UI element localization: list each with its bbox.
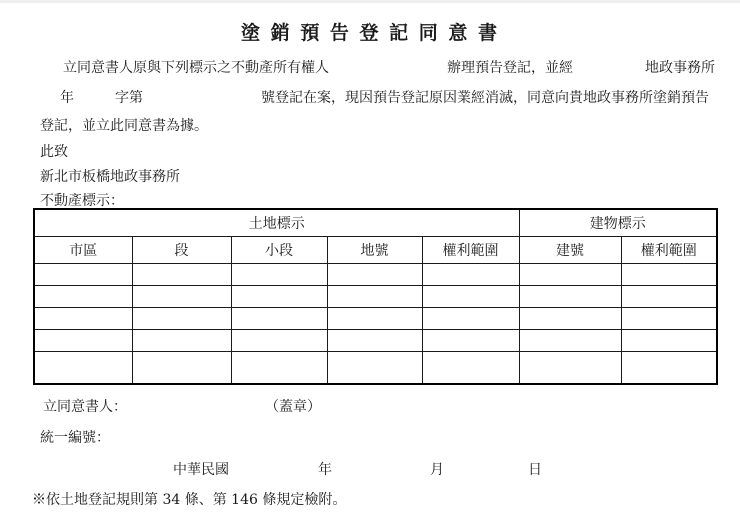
table-row — [34, 285, 717, 307]
table-cell — [34, 351, 132, 384]
table-cell — [327, 351, 422, 384]
table-row — [34, 264, 717, 286]
table-cell — [327, 307, 422, 329]
table-row — [34, 307, 717, 329]
group-header-building: 建物標示 — [519, 209, 717, 237]
table-cell — [519, 351, 621, 384]
page-top-edge — [0, 0, 740, 3]
body-line2-rest: 號登記在案，現因預告登記原因業經消滅，同意向貴地政事務所塗銷預告 — [261, 90, 709, 106]
body-line1-lead: 立同意書人原與下列標示之不動產所有權人 — [63, 60, 329, 76]
table-cell — [621, 329, 717, 351]
table-cell — [422, 307, 519, 329]
body-line1-mid: 辦理預告登記，並經 — [447, 60, 573, 76]
column-header-rights-scope: 權利範圍 — [422, 237, 519, 264]
column-header-subsection: 小段 — [231, 237, 327, 264]
table-cell — [621, 285, 717, 307]
property-heading: 不動產標示： — [40, 193, 124, 209]
table-cell — [327, 285, 422, 307]
date-era-label: 中華民國 — [173, 462, 229, 478]
table-cell — [422, 329, 519, 351]
table-cell — [422, 264, 519, 286]
table-cell — [621, 351, 717, 384]
table-cell — [327, 264, 422, 286]
table-cell — [621, 307, 717, 329]
table-cell — [132, 285, 231, 307]
uid-label: 統一編號： — [40, 430, 110, 446]
date-month-label: 月 — [430, 462, 444, 478]
table-cell — [34, 285, 132, 307]
table-cell — [519, 264, 621, 286]
date-day-label: 日 — [528, 462, 542, 478]
column-header-building-number: 建號 — [519, 237, 621, 264]
table-cell — [519, 285, 621, 307]
table-cell — [519, 329, 621, 351]
property-marks-table — [33, 208, 718, 385]
body-line2-year-label: 年 — [60, 90, 74, 106]
salutation: 此致 — [40, 144, 68, 160]
office-name: 新北市板橋地政事務所 — [40, 169, 180, 185]
table-cell — [327, 329, 422, 351]
table-cell — [231, 264, 327, 286]
table-cell — [621, 264, 717, 286]
body-line2-zidi-label: 字第 — [115, 90, 143, 106]
group-header-land: 土地標示 — [34, 209, 519, 237]
document-title: 塗 銷 預 告 登 記 同 意 書 — [241, 22, 499, 44]
body-line1-end: 地政事務所 — [645, 60, 715, 76]
column-header-land-number: 地號 — [327, 237, 422, 264]
table-cell — [422, 351, 519, 384]
table-cell — [519, 307, 621, 329]
date-year-label: 年 — [318, 462, 332, 478]
table-cell — [34, 329, 132, 351]
column-header-district: 市區 — [34, 237, 132, 264]
column-header-section: 段 — [132, 237, 231, 264]
table-cell — [422, 285, 519, 307]
column-header-rights-scope-2: 權利範圍 — [621, 237, 717, 264]
table-cell — [34, 307, 132, 329]
signer-label: 立同意書人： — [43, 399, 127, 415]
regulation-note: ※依土地登記規則第 34 條、第 146 條規定檢附。 — [32, 492, 347, 508]
table-cell — [132, 351, 231, 384]
table-cell — [231, 307, 327, 329]
table-cell — [231, 329, 327, 351]
table-cell — [132, 264, 231, 286]
table-cell — [132, 329, 231, 351]
table-row — [34, 329, 717, 351]
body-line3: 登記，並立此同意書為據。 — [40, 118, 208, 134]
table-cell — [132, 307, 231, 329]
table-cell — [231, 351, 327, 384]
table-cell — [34, 264, 132, 286]
table-cell — [231, 285, 327, 307]
table-row — [34, 351, 717, 384]
seal-note: （蓋章） — [265, 399, 321, 415]
